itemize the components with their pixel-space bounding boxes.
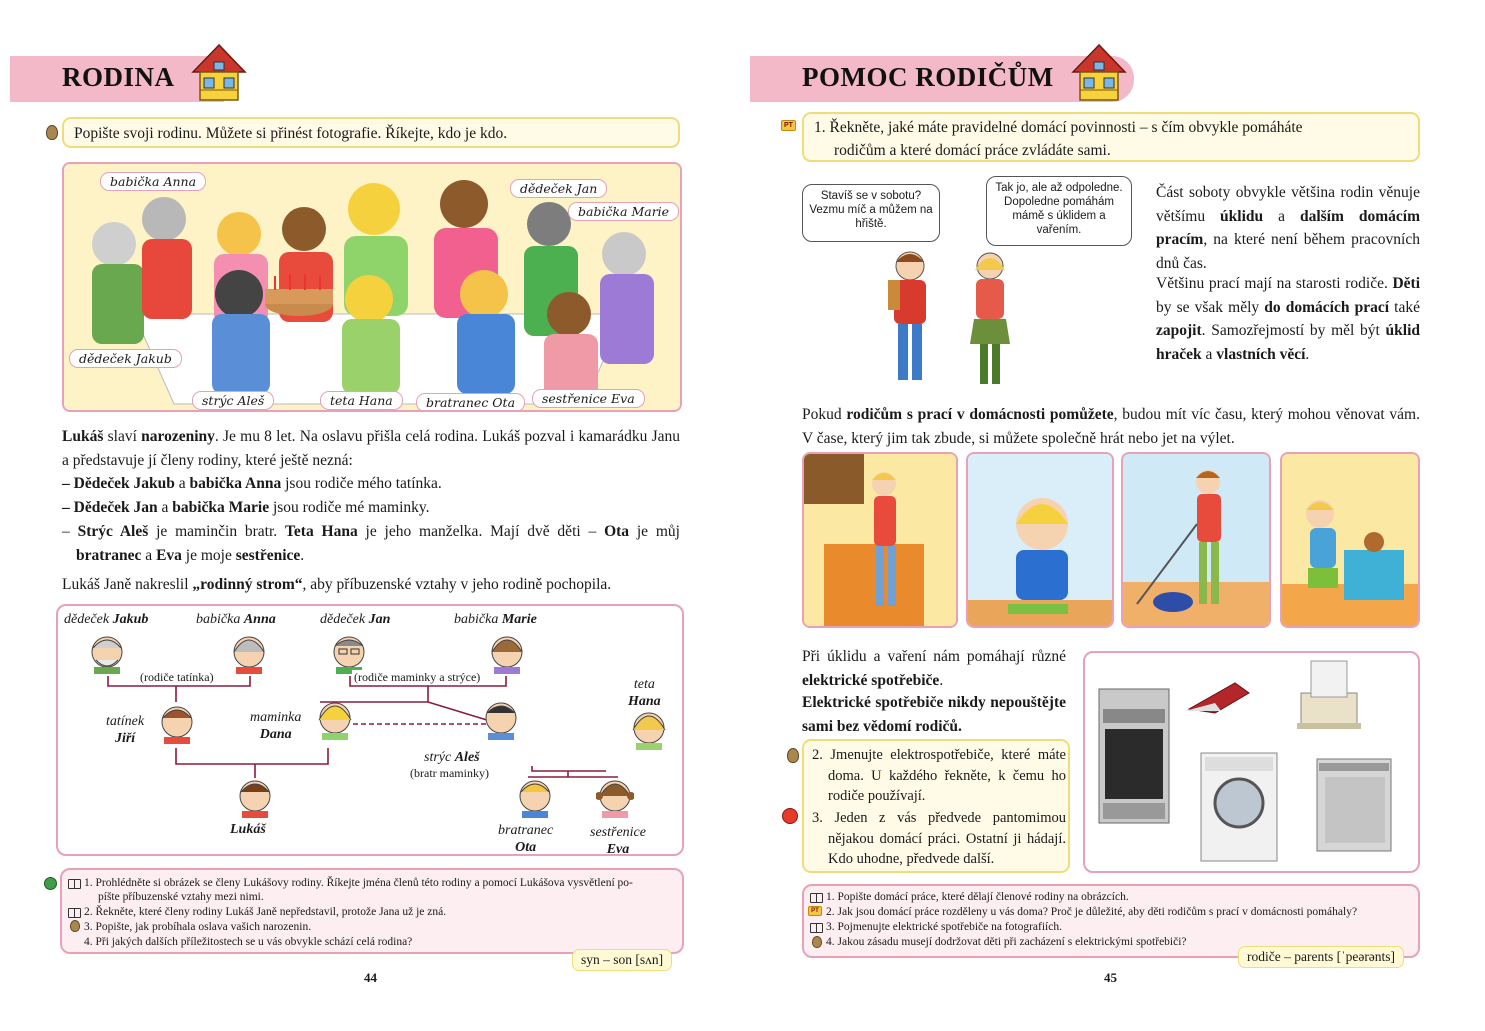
tree-name-anna [196, 611, 276, 628]
story-bold: bratranec [76, 546, 142, 564]
tree-role: teta [633, 677, 655, 692]
story-bold: – Dědeček Jan [62, 499, 158, 516]
face-lukas-icon [236, 776, 274, 818]
owl-icon [787, 748, 799, 763]
tree-role: babička [454, 612, 502, 627]
question-left-2: 2. Řekněte, které členy rodiny Lukáš Janě nepředstavil, protože Jana už je zná. [84, 906, 447, 918]
story-bold: Teta Hana [285, 523, 358, 540]
tree-name-lukas [230, 821, 266, 838]
label-babicka-anna: babička Anna [100, 172, 206, 191]
question-right-3: 3. Pojmenujte elektrické spotřebiče na fotografiích. [826, 921, 1062, 933]
story-text: je moje [181, 546, 236, 564]
page-title-left: RODINA [62, 62, 175, 92]
story-text: je maminčin bratr. [148, 523, 285, 540]
chore-toys-image [1280, 452, 1420, 628]
label-dedecek-jan: dědeček Jan [510, 179, 607, 198]
face-ales-icon [482, 698, 520, 740]
intro-box [62, 117, 680, 148]
label-sestrenice-eva: sestřenice Eva [532, 389, 645, 408]
story-text: . [300, 546, 305, 564]
chore-cooking-image [802, 452, 958, 628]
side-text: . [1305, 345, 1310, 363]
tree-name-jakub [64, 611, 148, 628]
face-hana-icon [630, 708, 668, 750]
tree-name: Anna [243, 612, 276, 627]
tree-relation-ales: (bratr maminky) [410, 766, 489, 780]
tree-name: Jakub [112, 612, 149, 627]
tree-relation-maminky: (rodiče maminky a strýce) [354, 670, 481, 684]
story-name-lukas: Lukáš [62, 428, 104, 445]
tree-relation-tatinka: (rodiče tatínka) [140, 670, 214, 684]
tree-name: Aleš [454, 750, 480, 765]
label-stryc-ales: strýc Aleš [192, 391, 274, 410]
help-paragraph [802, 403, 1420, 450]
pt-badge: PT [781, 120, 796, 131]
owl-icon [812, 936, 822, 948]
face-jan-icon [330, 632, 368, 674]
book-icon [810, 893, 823, 903]
task1-line2: rodičům a které domácí práce zvládáte sami. [834, 142, 1111, 159]
story-text: Lukáš Janě nakreslil [62, 576, 193, 593]
side-bold: do domácích prací [1264, 298, 1390, 316]
side-text: také [1389, 298, 1420, 316]
face-jakub-icon [88, 632, 126, 674]
face-anna-icon [230, 632, 268, 674]
story-text: , aby příbuzenské vztahy v jeho rodině pochopila. [302, 576, 612, 593]
speech-bubble-boy: Stavíš se v sobotu? Vezmu míč a můžem na hřiště. [802, 184, 940, 242]
vocab-box-right: rodiče – parents [ˈpeərənts] [1238, 946, 1404, 968]
face-jiri-icon [158, 702, 196, 744]
page-title-right: POMOC RODIČŮM [802, 62, 1054, 92]
label-babicka-marie: babička Marie [568, 202, 679, 221]
side-text-2 [1156, 272, 1420, 366]
question-left-3: 3. Popište, jak probíhala oslava vašich narozenin. [84, 921, 312, 933]
task1-line1: 1. Řekněte, jaké máte pravidelné domácí povinnosti – s čím obvykle pomáháte [814, 119, 1303, 136]
story-bold: „rodinný strom“ [192, 576, 303, 593]
questions-box-left [60, 868, 684, 954]
story-text: a [157, 499, 173, 516]
food-processor-icon [1297, 661, 1361, 729]
story-bold: – Dědeček Jakub [62, 475, 175, 492]
appliance-photos-box [1083, 651, 1420, 873]
iron-icon [1185, 683, 1249, 713]
story-bold: Ota [604, 523, 630, 540]
tree-role: babička [196, 612, 244, 627]
tree-name-jiri [106, 713, 144, 747]
tree-name: Jan [368, 612, 391, 627]
story-line-1 [62, 472, 680, 496]
tree-role: maminka [250, 710, 302, 725]
story-text: je můj [629, 523, 680, 540]
tree-name: Jiří [114, 731, 136, 746]
story-text: . Je mu 8 let. Na oslavu přišla celá rodina. Lukáš pozval i kamarádku Janu a představuje jí členy rodiny, které ještě nezná: [62, 428, 680, 469]
label-bratranec-ota: bratranec Ota [416, 393, 525, 412]
task3-text: 3. Jeden z vás předvede pantomimou nějakou domácí práci. Ostatní ji hádají. Kdo uhodne, předvede další. [812, 810, 1066, 867]
story-text: a [141, 546, 157, 564]
story-line-2 [62, 496, 680, 520]
tasks-box [802, 739, 1070, 873]
story-text: slaví [103, 428, 142, 445]
dishwasher-icon [1317, 759, 1391, 851]
story-bold: babička Marie [172, 499, 270, 516]
face-ota-icon [516, 776, 554, 818]
book-icon [68, 908, 81, 918]
tree-name: Eva [606, 842, 630, 857]
children-illustration [880, 244, 1030, 394]
owl-icon [70, 920, 80, 932]
speech-bubble-girl: Tak jo, ale až odpoledne. Dopoledne pomáhám mámě s úklidem a vařením. [986, 176, 1132, 246]
story-line-4 [62, 573, 692, 597]
chore-vacuum-image [1121, 452, 1271, 628]
tree-name-ales [424, 749, 480, 766]
electric-plain: Při úklidu a vaření nám pomáhají různé [802, 648, 1066, 665]
question-left-1-cont: píšte příbuzenské vztahy mezi nimi. [98, 891, 264, 903]
electric-bold: elektrické spotřebiče [802, 671, 940, 689]
story-text: jsou rodiče mého tatínka. [281, 475, 442, 492]
tree-role: sestřenice [590, 825, 646, 840]
side-text: , na které není během pracovních dnů čas. [1156, 231, 1420, 272]
label-teta-hana: teta Hana [320, 391, 403, 410]
vocab-box-left: syn – son [sʌn] [572, 949, 672, 971]
theater-mask-icon [782, 808, 798, 824]
side-text: by se však měly [1156, 298, 1265, 316]
page-number-left: 44 [364, 970, 377, 985]
owl-icon [46, 125, 58, 140]
chore-cutting-image [966, 452, 1114, 628]
story-bold: Eva [156, 546, 182, 564]
help-text: , budou mít víc času, který mohou věnovat vám. V čase, který jim tak zbude, si můžete společně hrát nebo jet na výlet. [802, 406, 1420, 447]
pt-badge: PT [808, 906, 822, 916]
house-icon [190, 42, 248, 102]
question-left-1: 1. Prohlédněte si obrázek se členy Lukášovy rodiny. Říkejte jména členů této rodiny a pomocí Lukášova vysvětlení po- [84, 877, 633, 889]
tree-name: Dana [259, 727, 292, 742]
question-right-4: 4. Jakou zásadu musejí dodržovat děti při zacházení s elektrickými spotřebiči? [826, 936, 1187, 948]
side-bold: vlastních věcí [1216, 345, 1306, 363]
washing-machine-icon [1201, 753, 1277, 861]
tree-name-eva [590, 824, 646, 858]
side-bold: úklidu [1220, 207, 1264, 225]
family-tree-lines [58, 606, 686, 858]
page-number-right: 45 [1104, 970, 1117, 985]
story-bold: babička Anna [189, 475, 282, 492]
face-dana-icon [316, 698, 354, 740]
tree-name: Lukáš [230, 822, 266, 837]
house-icon [1070, 42, 1128, 102]
tree-name-jan [320, 611, 390, 628]
tree-name-hana [628, 676, 661, 710]
intro-text: Popište svoji rodinu. Můžete si přinést fotografie. Říkejte, kdo je kdo. [74, 125, 508, 142]
story-paragraph [62, 425, 680, 472]
help-bold: rodičům s prací v domácnosti pomůžete [846, 406, 1114, 423]
label-dedecek-jakub: dědeček Jakub [69, 349, 182, 368]
tree-role: bratranec [498, 823, 554, 838]
story-text: jsou rodiče mé maminky. [269, 499, 430, 516]
birthday-scene [62, 162, 682, 412]
side-text: Část soboty obvykle většina rodin věnuje většímu [1156, 184, 1420, 225]
tree-role: strýc [424, 750, 455, 765]
globe-icon [44, 877, 57, 890]
task1-box [802, 112, 1420, 162]
side-bold: úklid hraček [1156, 322, 1420, 363]
task2-text: 2. Jmenujte elektrospotřebiče, které máte doma. U každého řekněte, k čemu ho rodiče používají. [812, 747, 1066, 804]
story-line-3 [62, 520, 680, 567]
tree-name-ota [498, 822, 553, 856]
stove-icon [1099, 689, 1169, 823]
book-icon [68, 879, 81, 889]
story-text: – [62, 523, 78, 540]
tree-name: Hana [628, 694, 661, 709]
face-marie-icon [488, 632, 526, 674]
side-bold: zapojit [1156, 322, 1202, 339]
tree-name: Ota [515, 840, 537, 855]
side-bold: Děti [1392, 275, 1420, 292]
side-text: . Samozřejmostí by měl být [1201, 322, 1386, 339]
electric-text [802, 645, 1066, 692]
face-eva-icon [596, 776, 634, 818]
appliance-photos [1085, 653, 1418, 871]
story-text: je jeho manželka. Mají dvě děti – [357, 523, 605, 540]
help-text: Pokud [802, 406, 847, 423]
story-bold: Strýc Aleš [77, 523, 149, 540]
tree-role: dědeček [320, 612, 369, 627]
book-icon [810, 923, 823, 933]
electric-warning: Elektrické spotřebiče nikdy nepouštějte sami bez vědomí rodičů. [802, 694, 1066, 735]
tree-role: dědeček [64, 612, 113, 627]
family-tree-box [56, 604, 684, 856]
tree-name: Marie [501, 612, 537, 627]
side-text: Většinu prací mají na starosti rodiče. [1156, 275, 1393, 292]
question-right-1: 1. Popište domácí práce, které dělají členové rodiny na obrázcích. [826, 891, 1129, 903]
side-bold: dalším domácím pracím [1156, 207, 1420, 248]
side-text: a [1201, 345, 1217, 363]
side-text-1 [1156, 181, 1420, 275]
tree-name-dana [250, 709, 301, 743]
story-text: a [174, 475, 190, 492]
story-bold: sestřenice [235, 546, 301, 564]
side-text: a [1263, 207, 1300, 225]
question-right-2: 2. Jak jsou domácí práce rozděleny u vás doma? Proč je důležité, aby děti rodičům s prací v domácnosti pomáhaly? [826, 906, 1358, 918]
story-bold: narozeniny [141, 428, 215, 445]
tree-role: tatínek [106, 714, 145, 729]
electric-plain: . [939, 671, 944, 689]
question-left-4: 4. Při jakých dalších příležitostech se u vás obvykle schází celá rodina? [84, 936, 413, 948]
tree-name-marie [454, 611, 537, 628]
